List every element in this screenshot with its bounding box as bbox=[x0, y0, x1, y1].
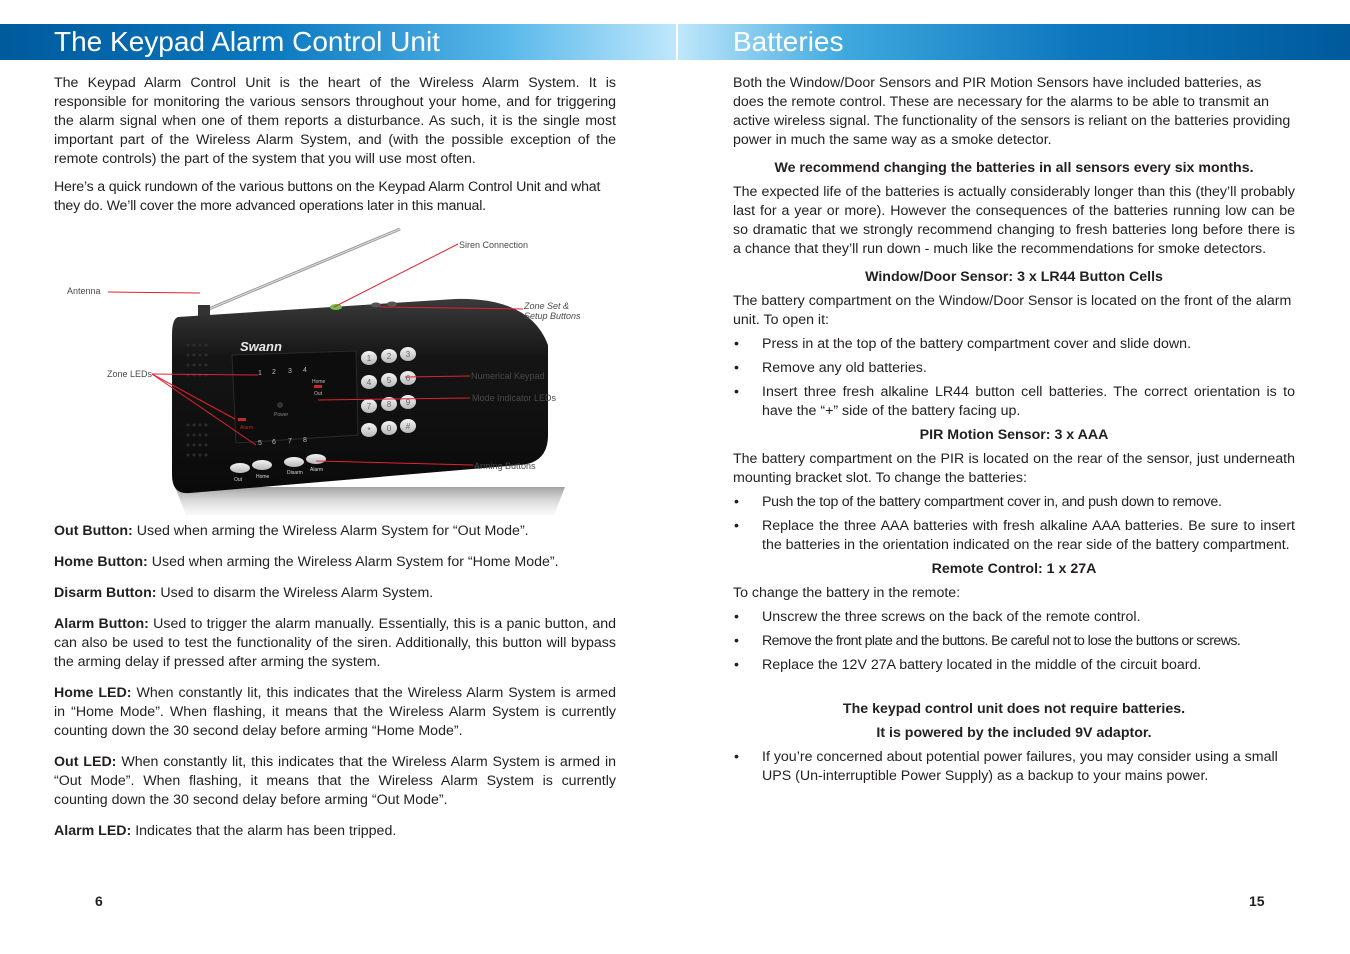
remote-control-text: To change the battery in the remote: bbox=[733, 585, 961, 601]
callout-antenna: Antenna bbox=[67, 286, 101, 296]
keypad-key-label: 2 bbox=[386, 352, 392, 361]
svg-text:Disarm: Disarm bbox=[287, 470, 303, 476]
list-item: • Press in at the top of the battery compartment cover and slide down. bbox=[733, 335, 1295, 354]
keypad-key-label: 6 bbox=[405, 374, 411, 383]
svg-text:7: 7 bbox=[288, 438, 292, 445]
left-intro-para-1: The Keypad Alarm Control Unit is the heart of the Wireless Alarm System. It is responsible for monitoring the various sensors throughout your home, and for triggering the alarm signal when one of them reports a disturbance. As such, it is the single most important part of the Wireless Alarm System, and (with the possible exception of the remote controls) the part of the system that you will use most often. bbox=[54, 75, 616, 167]
left-page-title: The Keypad Alarm Control Unit bbox=[54, 26, 440, 57]
callout-siren-connection: Siren Connection bbox=[459, 240, 529, 250]
svg-text:2: 2 bbox=[272, 369, 276, 376]
definition-out-button: Out Button: Used when arming the Wireless Alarm System for “Out Mode”. bbox=[54, 523, 529, 539]
ups-steps bbox=[733, 748, 1295, 786]
callout-zone-set: Zone Set & Setup Buttons bbox=[524, 301, 581, 321]
left-intro bbox=[54, 74, 616, 225]
svg-text:8: 8 bbox=[303, 437, 307, 444]
callout-zone-leds: Zone LEDs bbox=[107, 369, 153, 379]
keypad-adaptor-note: It is powered by the included 9V adaptor. bbox=[876, 725, 1152, 741]
right-page-number: 15 bbox=[1249, 893, 1265, 909]
keypad-key-label: 5 bbox=[386, 376, 392, 385]
list-item: • Replace the three AAA batteries with fresh alkaline AAA batteries. Be sure to insert the batteries in the orientation indicated on the rear side of the battery compartment. bbox=[733, 517, 1295, 555]
batteries-section bbox=[733, 74, 1295, 791]
pir-sensor-heading: PIR Motion Sensor: 3 x AAA bbox=[919, 427, 1109, 443]
keypad-key-label: 4 bbox=[366, 378, 372, 387]
callout-numerical-keypad: Numerical Keypad bbox=[471, 371, 545, 381]
list-item: • Remove any old batteries. bbox=[733, 359, 1295, 378]
svg-text:1: 1 bbox=[258, 370, 262, 377]
callout-mode-indicator-leds: Mode Indicator LEDs bbox=[472, 393, 557, 403]
right-page-title: Batteries bbox=[733, 26, 844, 57]
definition-out-led: Out LED: When constantly lit, this indicates that the Wireless Alarm System is armed in “Out Mode”. When flashing, it means that the Wireless Alarm System is currently counting down the 30 second delay before arming “Out Mode”. bbox=[54, 754, 616, 808]
list-item: • Replace the 12V 27A battery located in the middle of the circuit board. bbox=[733, 656, 1295, 675]
svg-text:3: 3 bbox=[288, 368, 292, 375]
keypad-battery-note: The keypad control unit does not require batteries. bbox=[842, 701, 1186, 717]
svg-text:5: 5 bbox=[258, 440, 262, 447]
keypad-key-label: 9 bbox=[405, 398, 411, 407]
keypad-key-label: 1 bbox=[366, 354, 372, 363]
keypad-key-label: # bbox=[405, 422, 411, 431]
keypad-key-label: 0 bbox=[386, 424, 392, 433]
left-intro-para-2: Here’s a quick rundown of the various buttons on the Keypad Alarm Control Unit and what they do. We’ll cover the more advanced operations later in this manual. bbox=[54, 179, 601, 214]
definition-home-led: Home LED: When constantly lit, this indicates that the Wireless Alarm System is armed in “Home Mode”. When flashing, it means that the Wireless Alarm System is currently counting down the 30 second delay before arming “Home Mode”. bbox=[54, 685, 616, 739]
list-item: • Unscrew the three screws on the back of the remote control. bbox=[733, 608, 1295, 627]
list-item: • Push the top of the battery compartment cover in, and push down to remove. bbox=[733, 493, 1295, 512]
pir-sensor-text: The battery compartment on the PIR is located on the rear of the sensor, just underneath mounting bracket slot. To change the batteries: bbox=[733, 451, 1295, 486]
keypad-key-label: 8 bbox=[386, 400, 392, 409]
brand-logo-text: Swann bbox=[240, 339, 282, 354]
button-definitions bbox=[54, 522, 616, 853]
svg-text:Out: Out bbox=[314, 391, 323, 397]
svg-text:6: 6 bbox=[272, 439, 276, 446]
window-sensor-text: The battery compartment on the Window/Door Sensor is located on the front of the alarm unit. To open it: bbox=[733, 293, 1292, 328]
svg-text:Home: Home bbox=[312, 379, 326, 385]
window-sensor-heading: Window/Door Sensor: 3 x LR44 Button Cells bbox=[865, 269, 1163, 285]
remote-control-steps bbox=[733, 608, 1295, 675]
batteries-expected-life: The expected life of the batteries is actually considerably longer than this (they’ll probably last for a year or more). However the consequences of the batteries running low can be so dramatic that we strongly recommend changing to fresh batteries long before there is a chance that they’ll run down - much like the recommendations for smoke detectors. bbox=[733, 184, 1295, 257]
callout-arming-buttons: Arming Buttons bbox=[474, 461, 536, 471]
pir-sensor-steps bbox=[733, 493, 1295, 555]
svg-text:Alarm: Alarm bbox=[310, 467, 324, 473]
remote-control-heading: Remote Control: 1 x 27A bbox=[931, 561, 1097, 577]
keypad-key-label: 3 bbox=[405, 350, 411, 359]
list-item: • If you’re concerned about potential power failures, you may consider using a small UPS (Un-interruptible Power Supply) as a backup to your mains power. bbox=[733, 748, 1295, 786]
definition-alarm-button: Alarm Button: Used to trigger the alarm manually. Essentially, this is a panic button, and can also be used to test the functionality of the siren. Additionally, this button will bypass the arming delay if pressed after arming the system. bbox=[54, 616, 616, 670]
list-item: • Insert three fresh alkaline LR44 button cell batteries. The correct orientation is to have the “+” side of the battery facing up. bbox=[733, 383, 1295, 421]
batteries-recommendation: We recommend changing the batteries in all sensors every six months. bbox=[774, 160, 1254, 176]
list-item: • Remove the front plate and the buttons. Be careful not to lose the buttons or screws. bbox=[733, 632, 1295, 651]
svg-text:Alarm: Alarm bbox=[240, 425, 254, 431]
svg-text:Home: Home bbox=[256, 474, 270, 480]
svg-text:4: 4 bbox=[303, 367, 307, 374]
svg-text:Out: Out bbox=[234, 477, 243, 483]
window-sensor-steps bbox=[733, 335, 1295, 421]
definition-home-button: Home Button: Used when arming the Wireless Alarm System for “Home Mode”. bbox=[54, 554, 559, 570]
batteries-intro: Both the Window/Door Sensors and PIR Motion Sensors have included batteries, as does the remote control. These are necessary for the alarms to be able to transmit an active wireless signal. The functionality of the sensors is reliant on the batteries providing power in much the same way as a smoke detector. bbox=[733, 75, 1291, 148]
definition-disarm-button: Disarm Button: Used to disarm the Wireless Alarm System. bbox=[54, 585, 434, 601]
svg-text:Power: Power bbox=[274, 412, 289, 418]
left-page-number: 6 bbox=[95, 893, 103, 909]
keypad-key-label: * bbox=[367, 426, 371, 435]
keypad-key-label: 7 bbox=[366, 402, 372, 411]
definition-alarm-led: Alarm LED: Indicates that the alarm has been tripped. bbox=[54, 823, 397, 839]
